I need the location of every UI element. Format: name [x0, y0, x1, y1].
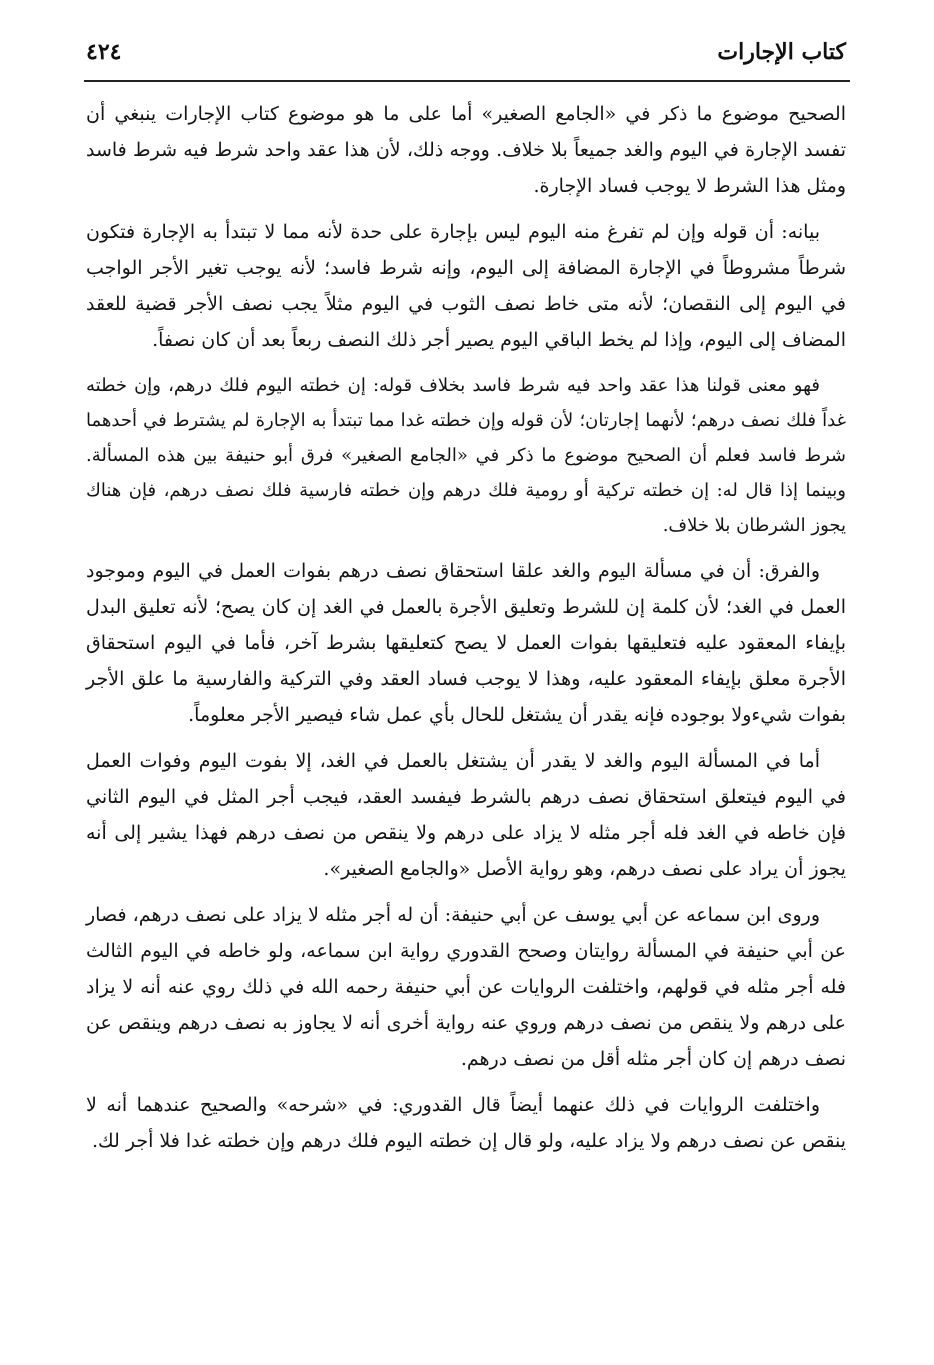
running-header [86, 34, 846, 74]
header-rule [84, 80, 850, 82]
paragraph: وروى ابن سماعه عن أبي يوسف عن أبي حنيفة: أن له أجر مثله لا يزاد على نصف درهم، فصار عن أبي حنيفة في المسألة روايتان وصحح القدوري رواية ابن سماعه، ولو خاطه في اليوم الثالث فله أجر مثله في قولهم، واختلفت الروايات عن أبي حنيفة رحمه الله في ذلك روي عنه أنه لا يزاد على درهم ولا ينقص من نصف درهم وروي عنه رواية أخرى أنه لا يجاوز به نصف درهم وينقص عن نصف درهم إن كان أجر مثله أقل من نصف درهم. [86, 904, 846, 1070]
paragraph: أما في المسألة اليوم والغد لا يقدر أن يشتغل بالعمل في الغد، إلا بفوت اليوم وفوات العمل في اليوم فيتعلق استحقاق نصف درهم بالشرط فيفسد العقد، فيجب أجر المثل في اليوم الثاني فإن خاطه في الغد فله أجر مثله لا يزاد على درهم ولا ينقص من نصف درهم فهذا يشير إلى أنه يجوز أن يراد على نصف درهم، وهو رواية الأصل «والجامع الصغير». [86, 750, 846, 880]
running-title: كتاب الإجارات [717, 39, 846, 65]
paragraph: فهو معنى قولنا هذا عقد واحد فيه شرط فاسد بخلاف قوله: إن خطته اليوم فلك درهم، وإن خطته غداً فلك نصف درهم؛ لأنهما إجارتان؛ لأن قوله وإن خطته غدا مما تبتدأ به الإجارة لم يشترط في أحدهما شرط فاسد فعلم أن الصحيح موضوع ما ذكر في «الجامع الصغير» فرق أبو حنيفة بين هذه المسألة. وبينما إذا قال له: إن خطته تركية أو رومية فلك درهم وإن خطته فارسية فلك نصف درهم، فإن هناك يجوز الشرطان بلا خلاف. [86, 375, 846, 536]
paragraph: واختلفت الروايات في ذلك عنهما أيضاً قال القدوري: في «شرحه» والصحيح عندهما أنه لا ينقص عن نصف درهم ولا يزاد عليه، ولو قال إن خطته اليوم فلك درهم وإن خطته غدا فلا أجر لك. [86, 1094, 846, 1152]
paragraph: الصحيح موضوع ما ذكر في «الجامع الصغير» أما على ما هو موضوع كتاب الإجارات ينبغي أن تفسد الإجارة في اليوم والغد جميعاً بلا خلاف. ووجه ذلك، لأن هذا عقد واحد شرط فيه شرط فاسد ومثل هذا الشرط لا يوجب فساد الإجارة. [86, 103, 846, 197]
page-number: ٤٢٤ [86, 39, 122, 65]
paragraph: بيانه: أن قوله وإن لم تفرغ منه اليوم ليس بإجارة على حدة لأنه مما لا تبتدأ به الإجارة فتكون شرطاً مشروطاً في الإجارة المضافة إلى اليوم، وإنه شرط فاسد؛ لأنه يوجب تغير الأجر الواجب في اليوم إلى النقصان؛ لأنه متى خاط نصف الثوب في اليوم مثلاً يجب نصف الأجر قضية للعقد المضاف إلى اليوم، وإذا لم يخط الباقي اليوم يصير أجر ذلك النصف ربعاً بعد أن كان نصفاً. [86, 221, 846, 351]
body-text [86, 96, 846, 1169]
paragraph: والفرق: أن في مسألة اليوم والغد علقا استحقاق نصف درهم بفوات العمل في اليوم وموجود العمل في الغد؛ لأن كلمة إن للشرط وتعليق الأجرة بالعمل في الغد إن كان يصح؛ لأنه تعليق البدل بإيفاء المعقود عليه فتعليقها بفوات العمل لا يصح كتعليقها بشرط آخر، فأما في اليوم استحقاق الأجرة معلق بإيفاء المعقود عليه، وهذا لا يوجب فساد العقد وفي التركية والفارسية ما علق الأجر بفوات شيءولا بوجوده فإنه يقدر أن يشتغل للحال بأي عمل شاء فيصير الأجر معلوماً. [86, 560, 846, 726]
